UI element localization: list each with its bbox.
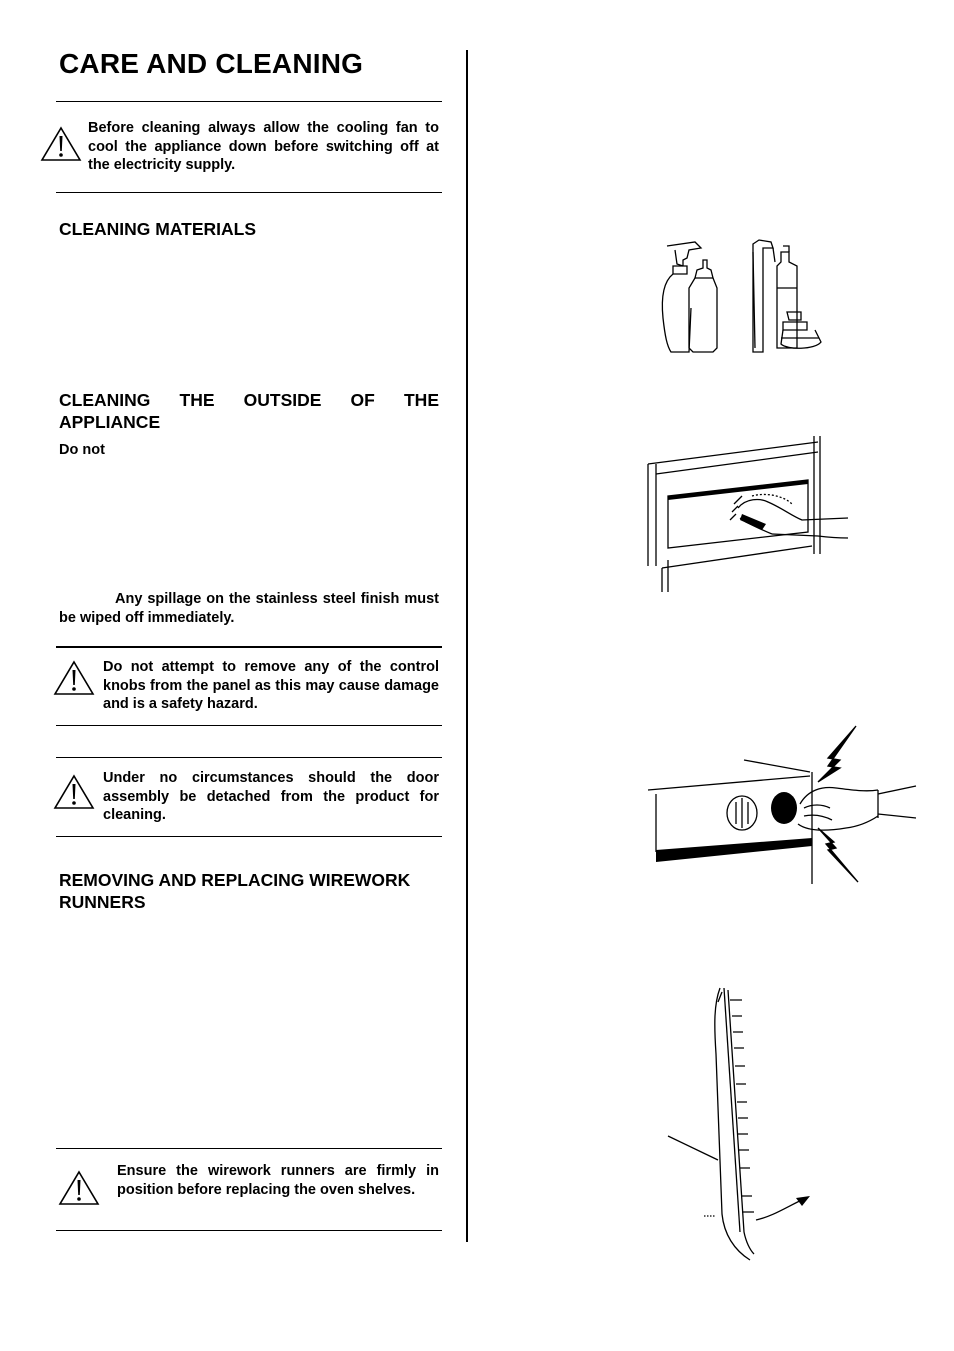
divider — [56, 836, 442, 837]
cleaning-products-illustration — [655, 238, 825, 358]
divider — [56, 646, 442, 648]
divider — [56, 1148, 442, 1149]
warning-triangle-icon — [58, 1170, 100, 1206]
warning-triangle-icon — [40, 126, 82, 162]
section-heading-outside-line2: APPLIANCE — [59, 412, 161, 432]
wirework-runner-illustration — [664, 984, 816, 1264]
section-heading-cleaning-materials: CLEANING MATERIALS — [59, 219, 257, 239]
page-title: CARE AND CLEANING — [59, 48, 364, 79]
divider — [56, 1230, 442, 1231]
warning-text: Ensure the wirework runners are firmly in position before replacing the oven shelves. — [117, 1163, 439, 1198]
divider — [56, 725, 442, 726]
section-heading-runners-line1: REMOVING AND REPLACING WIREWORK — [59, 870, 411, 890]
body-text-do-not: Do not — [59, 442, 105, 458]
section-heading-outside-line1: CLEANING THE OUTSIDE OF THE — [59, 390, 439, 410]
divider — [56, 101, 442, 102]
warning-triangle-icon — [53, 660, 95, 696]
wiping-oven-door-illustration — [642, 434, 854, 594]
divider — [56, 192, 442, 193]
warning-triangle-icon — [53, 774, 95, 810]
body-text-spillage: Any spillage on the stainless steel finish must be wiped off immediately. — [59, 591, 439, 626]
warning-text: Before cleaning always allow the cooling fan to cool the appliance down before switching off at the electricity supply. — [88, 120, 439, 173]
control-knob-warning-illustration — [646, 724, 922, 888]
column-divider — [466, 50, 468, 1242]
divider — [56, 757, 442, 758]
section-heading-runners-line2: RUNNERS — [59, 892, 146, 912]
warning-text: Do not attempt to remove any of the control knobs from the panel as this may cause damage and is a safety hazard. — [103, 659, 439, 712]
warning-text: Under no circumstances should the door assembly be detached from the product for cleaning. — [103, 770, 439, 823]
